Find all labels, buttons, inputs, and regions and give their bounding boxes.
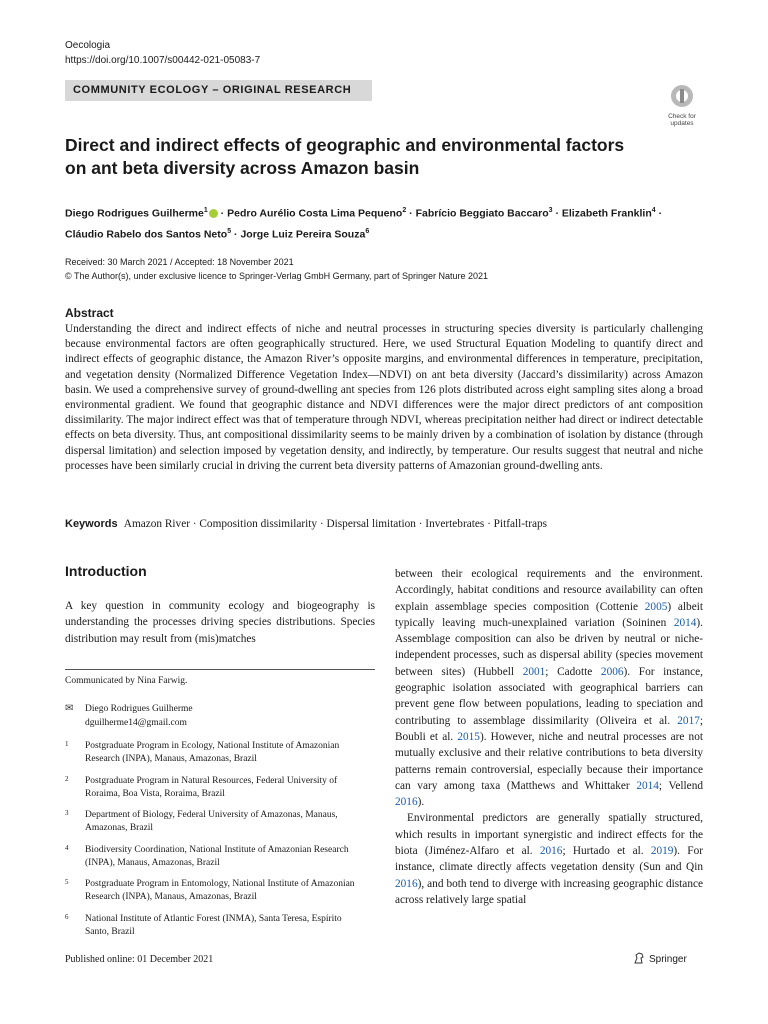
author-name[interactable]: Pedro Aurélio Costa Lima Pequeno [227,207,403,220]
footnote-divider [65,669,375,670]
crossmark-label-1: Check for [668,113,696,120]
envelope-icon: ✉ [65,703,74,714]
communicated-by: Communicated by Nina Farwig. [65,676,188,686]
author-separator: · [406,207,416,220]
author-affiliation-number: 2 [402,207,407,214]
affiliation-text: Biodiversity Coordination, National Institute of Amazonian Research (INPA), Manaus, Amazonas, Brazil [85,844,349,868]
affiliation-list [65,740,365,947]
text-run: ). Assemblage composition can also be driven by neutral or niche-independent processes, such as dispersal ability (species movement between sites) (Hubbell [395,616,703,678]
text-run: ; Boubli et al. [395,714,703,743]
section-band: COMMUNITY ECOLOGY – ORIGINAL RESEARCH [65,80,372,101]
affiliation-text: National Institute of Atlantic Forest (INMA), Santa Teresa, Espírito Santo, Brazil [85,913,342,937]
introduction-heading: Introduction [65,563,147,579]
check-for-updates-badge[interactable] [664,84,700,127]
citation-link[interactable]: 2001 [522,665,546,678]
text-run: ). For instance, climate directly affects vegetation density (Sun and Qin [395,845,703,874]
text-run: ; Vellend [658,779,703,792]
affiliation-text: Postgraduate Program in Natural Resources, Federal University of Roraima, Boa Vista, Roraima, Brazil [85,775,338,799]
citation-link[interactable]: 2014 [673,616,697,629]
introduction-right-column [395,566,703,908]
affiliation-item [65,740,365,766]
affiliation-number: 3 [65,809,69,817]
text-run: ). For instance, geographic isolation associated with geographical barriers can prevent gene flow between populations, leading to speciation and contributing to assemblage dissimilarity (Oliveira et al. [395,665,703,727]
author-name[interactable]: Cláudio Rabelo dos Santos Neto [65,228,228,240]
abstract-text: Understanding the direct and indirect effects of niche and neutral processes in structuring species diversity is particularly challenging because environmental factors are often geographically structured. Here, we used Structural Equation Modeling to quantify direct and indirect effects of geographic distance, the Amazon River’s opposite margins, and environmental differences in temperature, precipitation, and vegetation density (Normalized Difference Vegetation Index—NDVI) on ant beta diversity (Jaccard’s dissimilarity) across Amazon basin. We used a comprehensive survey of ground-dwelling ant species from 126 plots distributed across eight sampling sites along a broad environmental gradient. We found that geographic distance and NDVI differences were the major direct predictors of ant composition dissimilarity. The major indirect effect was that of temperature through NDVI, whereas precipitation neither had direct or indirect detectable effects on beta diversity. Thus, ant compositional dissimilarity seems to be mainly driven by a combination of isolation by distance (through dispersal limitation) and selection imposed by vegetation density, and indirectly, by temperature. Our results suggest that neutral and niche processes have been similarly crucial in driving the current beta diversity patterns of Amazonian ground-dwelling ants. [65,323,703,472]
author-affiliation-number: 1 [203,207,208,214]
affiliation-number: 1 [65,740,69,748]
citation-link[interactable]: 2017 [677,714,700,727]
text-run: ). [417,796,425,809]
author-affiliation-number: 5 [227,227,232,235]
citation-link[interactable]: 2015 [457,730,480,743]
author-name[interactable]: Fabrício Beggiato Baccaro [415,207,549,220]
corresponding-name: Diego Rodrigues Guilherme [85,704,193,714]
intro-paragraph-1 [395,566,703,810]
author-separator: · [231,228,241,240]
citation-link[interactable]: 2016 [539,845,563,858]
keywords-text: Amazon River · Composition dissimilarity · Dispersal limitation · Invertebrates · Pitfall-traps [123,518,548,530]
article-dates [65,255,488,283]
text-run: ; Cadotte [545,665,601,678]
citation-link[interactable]: 2005 [644,600,668,613]
author-affiliation-number: 3 [548,207,553,214]
doi-link[interactable]: https://doi.org/10.1007/s00442-021-05083-7 [65,55,261,66]
affiliation-number: 6 [65,912,69,921]
citation-link[interactable]: 2014 [636,779,659,792]
intro-paragraph-2 [395,810,703,908]
author-name[interactable]: Diego Rodrigues Guilherme [65,207,204,220]
affiliation-item [65,844,365,870]
introduction-left-text: A key question in community ecology and biogeography is understanding the processes driving species distributions. Species distribution may result from (mis)matches [65,600,375,645]
crossmark-icon [670,84,694,108]
affiliation-text: Department of Biology, Federal University of Amazonas, Manaus, Amazonas, Brazil [85,810,338,833]
text-run: ), and both tend to diverge with increasing geographic distance across relatively large spatial [395,877,703,906]
orcid-icon[interactable] [209,209,218,218]
keywords-label: Keywords [65,518,118,530]
keywords [65,518,703,530]
affiliation-item [65,913,365,939]
article-title: Direct and indirect effects of geographic and environmental factors on ant beta diversity across Amazon basin [65,135,625,178]
author-list [65,202,685,243]
affiliation-number: 2 [65,774,69,783]
text-run: Environmental predictors are generally spatially structured, which results in important synergistic and indirect effects for the biota (Jiménez-Alfaro et al. [395,812,703,858]
crossmark-label-2: updates [670,120,694,127]
author-separator: · [655,207,663,220]
published-online: Published online: 01 December 2021 [65,954,214,965]
journal-name: Oecologia [65,40,111,51]
affiliation-item [65,809,365,835]
affiliation-item [65,878,365,904]
affiliation-text: Postgraduate Program in Ecology, National Institute of Amazonian Research (INPA), Manaus, Amazonas, Brazil [85,741,340,764]
text-run: ) albeit typically leaving much-unexplained variation (Soininen [395,600,703,629]
publisher-name: Springer [649,954,687,965]
affiliation-text: Postgraduate Program in Entomology, National Institute of Amazonian Research (INPA), Manaus, Amazonas, Brazil [85,879,355,902]
text-run: ; Hurtado et al. [562,845,651,858]
citation-link[interactable]: 2016 [395,796,418,809]
springer-logo-icon [633,952,645,967]
text-run: ). However, niche and neutral processes are not mutually exclusive and their relative contributions to beta diversity patterns remain controversial, especially because their importance can vary among taxa (Matthews and Whittaker [395,730,703,792]
received-accepted: Received: 30 March 2021 / Accepted: 18 November 2021 [65,257,294,267]
author-affiliation-number: 4 [651,207,656,214]
affiliation-item [65,775,365,801]
citation-link[interactable]: 2016 [395,877,418,890]
author-separator: · [217,207,228,220]
affiliation-number: 5 [65,878,69,886]
copyright-notice: © The Author(s), under exclusive licence to Springer-Verlag GmbH Germany, part of Springer Nature 2021 [65,271,488,281]
author-name[interactable]: Elizabeth Franklin [561,207,652,220]
corresponding-author [65,702,193,730]
text-run: between their ecological requirements and the environment. Accordingly, habitat conditions and resource availability can often explain assemblage species composition (Cottenie [395,568,703,613]
author-name[interactable]: Jorge Luiz Pereira Souza [240,228,366,240]
publisher-mark [633,952,687,967]
affiliation-number: 4 [65,843,69,852]
citation-link[interactable]: 2006 [600,665,624,678]
abstract-heading: Abstract [65,306,114,320]
author-affiliation-number: 6 [365,227,370,235]
author-separator: · [552,207,562,220]
citation-link[interactable]: 2019 [650,845,674,858]
corresponding-email[interactable]: dguilherme14@gmail.com [85,718,187,728]
